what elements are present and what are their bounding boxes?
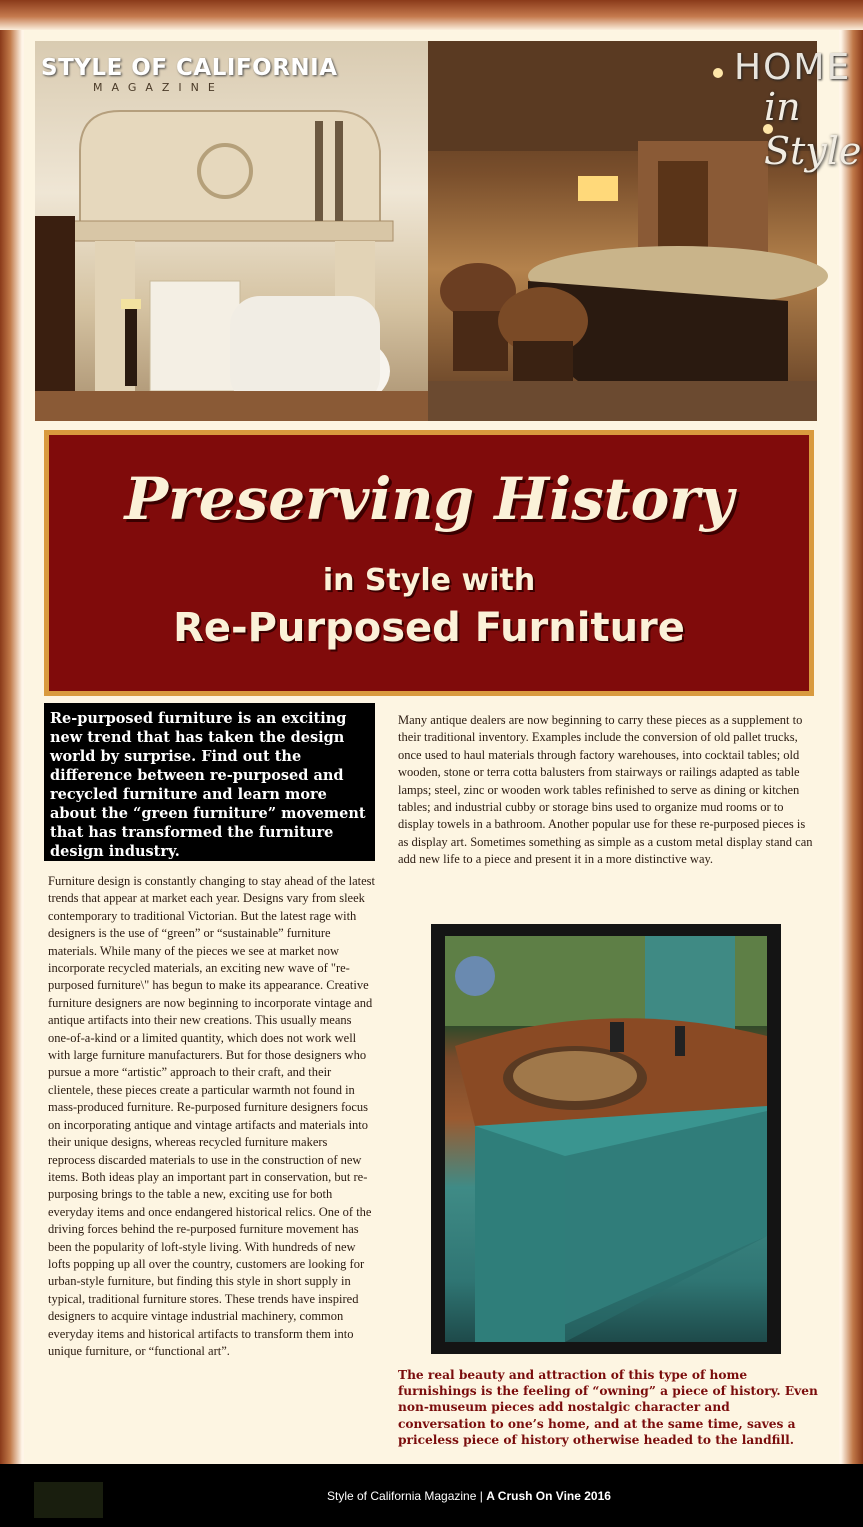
- vanity-photo-frame: [431, 924, 781, 1354]
- magazine-label: MAGAZINE: [93, 81, 224, 94]
- fireplace-illustration: [35, 41, 428, 421]
- section-instyle-title: in Style: [764, 85, 862, 173]
- article-title: Preserving History: [124, 465, 734, 533]
- vanity-illustration: [445, 936, 767, 1342]
- section-home-title: HOME: [734, 47, 852, 88]
- magazine-brand: STYLE OF CALIFORNIA: [41, 55, 338, 81]
- footer-separator: |: [479, 1489, 483, 1503]
- footer-publication: Style of California Magazine: [327, 1489, 477, 1503]
- top-band: [0, 0, 863, 30]
- vanity-photo: [445, 936, 767, 1342]
- hero-image: [35, 41, 862, 421]
- bar-photo: [428, 41, 862, 421]
- article-subtitle: in Style with: [322, 563, 536, 598]
- intro-text: Re-purposed furniture is an exciting new trend that has taken the design world by surprise. Find out the difference between re-purposed and recycled furniture and learn more about the “green furniture” movement that has transformed the furniture design industry.: [44, 703, 375, 861]
- footer-logo-block: [34, 1482, 103, 1518]
- article-subtitle-main: Re-Purposed Furniture: [173, 605, 685, 651]
- footer: [0, 1464, 863, 1527]
- photo-caption: The real beauty and attraction of this type of home furnishings is the feeling of “owning” a piece of history. Even non-museum pieces add nostalgic character and conversation to one’s home, and at the same time, saves a priceless piece of history otherwise headed to the landfill.: [398, 1368, 818, 1447]
- fireplace-photo: [35, 41, 428, 421]
- footer-text: [327, 1489, 611, 1503]
- body-text-right: Many antique dealers are now beginning to carry these pieces as a supplement to their traditional inventory. Examples include the conversion of old pallet trucks, once used to haul materials through factory warehouses, into cocktail tables; old wooden, stone or terra cotta balusters from stairways or railings adapted as table lamps; steel, zinc or wooden work tables refinished to serve as dining or kitchen tables; and industrial cubby or storage bins used to organize mud rooms or to display towels in a bathroom. Another popular use for these re-purposed pieces is as display art. Sometimes something as simple as a custom metal display stand can add new life to a piece and present it in a more distinctive way.: [398, 713, 813, 867]
- body-text-left: Furniture design is constantly changing to stay ahead of the latest trends that appear at market each year. Designs vary from sleek contemporary to traditional Victorian. But the latest rage with designers is the use of “green” or “sustainable” furniture materials. While many of the pieces we see at market now incorporate recycled materials, an exciting new wave of "re-purposed furniture\" has begun to make its appearance. Creative furniture designers are now beginning to incorporate vintage and antique artifacts into their new creations. This usually means one-of-a-kind or a limited quantity, which does not work well with large furniture manufacturers. But for those designers who pursue a more “artistic” approach to their craft, and their clientele, these pieces create a particular warmth not found in mass-produced furniture. Re-purposed furniture designers focus on incorporating antique and vintage artifacts and materials into their unique designs, whereas recycled furniture makers reprocess discarded materials to use in the construction of new items. Both ideas play an important part in conservation, but re-purposing brings to the table a new, exciting use for both everyday items and once endangered historical relics. One of the driving forces behind the re-purposed furniture movement has been the popularity of loft-style living. With hundreds of new lofts popping up all over the country, customers are looking for urban-style furniture, but finding this style in short supply in typical, traditional furniture stores. These trends have inspired designers to acquire vintage industrial machinery, common everyday items and historical artifacts to transform them into unique furniture, or “functional art”.: [48, 874, 376, 1358]
- footer-issue: A Crush On Vine 2016: [486, 1489, 611, 1503]
- article-title-box: [44, 430, 814, 696]
- bar-illustration: [428, 41, 817, 421]
